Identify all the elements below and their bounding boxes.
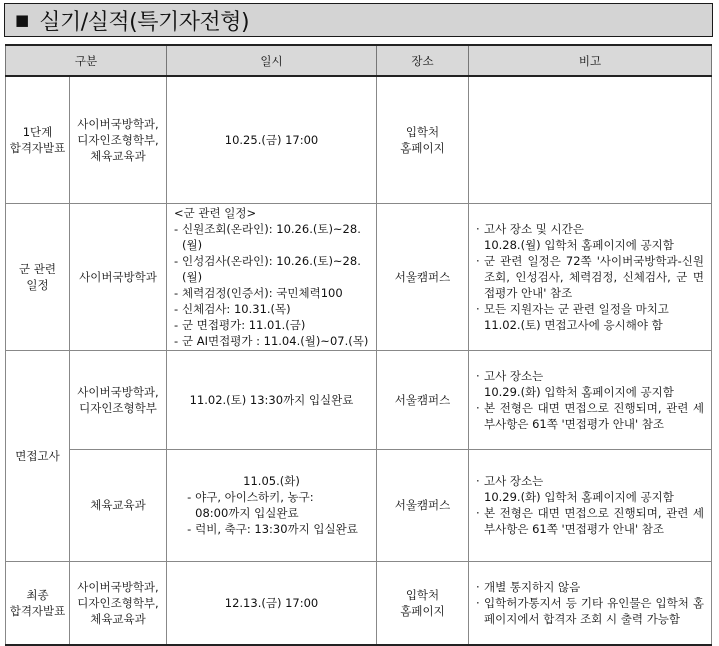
list-item: · 군 관련 일정은 72쪽 '사이버국방학과-신원조회, 인성검사, 체력검정, 신체검사, 군 면접평가 안내' 참조 xyxy=(478,253,704,301)
place-cell: 입학처 홈페이지 xyxy=(377,76,469,203)
date-list-header: 11.05.(화) xyxy=(243,474,300,488)
notes-cell xyxy=(469,76,712,203)
list-item: - 군 AI면접평가 : 11.04.(월)~07.(목) xyxy=(176,333,371,349)
stage-cell: 군 관련 일정 xyxy=(6,203,70,350)
list-item: - 인성검사(온라인): 10.26.(토)~28.(월) xyxy=(176,253,371,285)
list-item: - 럭비, 축구: 13:30까지 입실완료 xyxy=(189,521,358,537)
table-row xyxy=(6,203,712,350)
col-header-datetime: 일시 xyxy=(167,45,377,76)
list-item: · 고사 장소는 10.29.(화) 입학처 홈페이지에 공지함 xyxy=(478,368,704,400)
dept-cell: 사이버국방학과, 디자인조형학부 xyxy=(70,350,167,449)
notes-cell xyxy=(469,449,712,561)
list-item: - 체력검정(인증서): 국민체력100 xyxy=(176,285,371,301)
list-item: · 고사 장소 및 시간은 10.28.(월) 입학처 홈페이지에 공지함 xyxy=(478,221,704,253)
list-item: - 야구, 아이스하키, 농구: 08:00까지 입실완료 xyxy=(189,489,358,521)
list-item: - 신체검사: 10.31.(목) xyxy=(176,301,371,317)
dept-cell: 사이버국방학과 xyxy=(70,203,167,350)
place-cell: 서울캠퍼스 xyxy=(377,203,469,350)
stage-cell: 최종 합격자발표 xyxy=(6,561,70,645)
list-item: - 군 면접평가: 11.01.(금) xyxy=(176,317,371,333)
date-cell xyxy=(167,449,377,561)
square-bullet-icon: ■ xyxy=(15,11,30,29)
stage-cell: 면접고사 xyxy=(6,350,70,561)
date-cell: 10.25.(금) 17:00 xyxy=(167,76,377,203)
list-item: · 모든 지원자는 군 관련 일정을 마치고 11.02.(토) 면접고사에 응시해야 함 xyxy=(478,301,704,333)
table-row xyxy=(6,76,712,203)
notes-cell xyxy=(469,350,712,449)
place-cell: 서울캠퍼스 xyxy=(377,449,469,561)
schedule-table xyxy=(5,44,712,646)
col-header-place: 장소 xyxy=(377,45,469,76)
col-header-notes: 비고 xyxy=(469,45,712,76)
dept-cell: 사이버국방학과, 디자인조형학부, 체육교육과 xyxy=(70,561,167,645)
place-cell: 입학처 홈페이지 xyxy=(377,561,469,645)
place-cell: 서울캠퍼스 xyxy=(377,350,469,449)
notes-cell xyxy=(469,561,712,645)
list-item: · 본 전형은 대면 면접으로 진행되며, 관련 세부사항은 61쪽 '면접평가 안내' 참조 xyxy=(478,505,704,537)
notes-cell xyxy=(469,203,712,350)
dept-cell: 체육교육과 xyxy=(70,449,167,561)
date-cell: 11.02.(토) 13:30까지 입실완료 xyxy=(167,350,377,449)
dept-cell: 사이버국방학과, 디자인조형학부, 체육교육과 xyxy=(70,76,167,203)
list-item: · 고사 장소는 10.29.(화) 입학처 홈페이지에 공지함 xyxy=(478,473,704,505)
table-row xyxy=(6,350,712,449)
date-list-header: <군 관련 일정> xyxy=(174,205,257,220)
list-item: · 입학허가통지서 등 기타 유인물은 입학처 홈페이지에서 합격자 조회 시 출력 가능함 xyxy=(478,595,704,627)
section-title: 실기/실적(특기자전형) xyxy=(39,9,250,35)
list-item: · 개별 통지하지 않음 xyxy=(478,579,704,595)
list-item: · 본 전형은 대면 면접으로 진행되며, 관련 세부사항은 61쪽 '면접평가 안내' 참조 xyxy=(478,400,704,432)
date-cell xyxy=(167,203,377,350)
stage-cell: 1단계 합격자발표 xyxy=(6,76,70,203)
table-row xyxy=(6,561,712,645)
col-header-category: 구분 xyxy=(6,45,167,76)
date-cell: 12.13.(금) 17:00 xyxy=(167,561,377,645)
table-row xyxy=(6,449,712,561)
table-header-row xyxy=(6,45,712,76)
section-title-bar xyxy=(4,3,713,37)
list-item: - 신원조회(온라인): 10.26.(토)~28.(월) xyxy=(176,221,371,253)
